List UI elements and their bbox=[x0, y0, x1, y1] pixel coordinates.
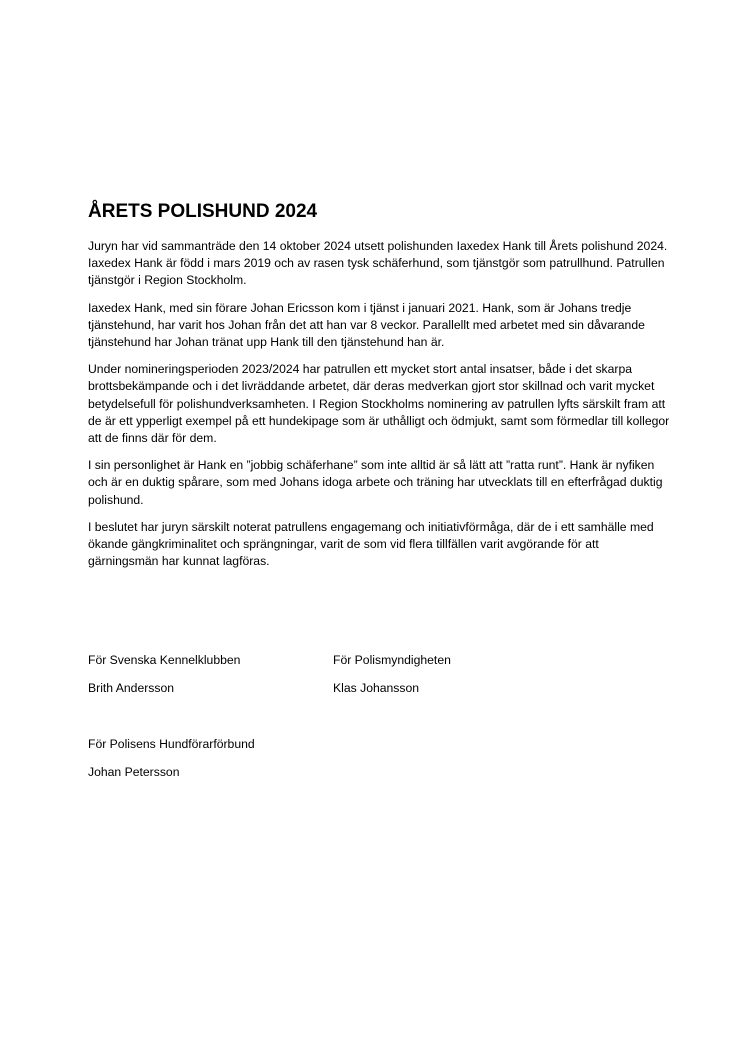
document-title: ÅRETS POLISHUND 2024 bbox=[88, 201, 318, 222]
signature-block-hundforarforbund bbox=[88, 736, 333, 781]
document-body bbox=[88, 200, 672, 580]
signature-row bbox=[88, 736, 672, 781]
paragraph-personality: I sin personlighet är Hank en ”jobbig schäferhane” som inte alltid är så lätt att ”ratta runt”. Hank är nyfiken och är en duktig spårare, som med Johans idoga arbete och träning har utvecklats till en efterfrågad duktig polishund. bbox=[88, 458, 663, 507]
signature-row bbox=[88, 652, 672, 697]
signature-name: Brith Andersson bbox=[88, 681, 175, 695]
signature-name: Klas Johansson bbox=[333, 681, 420, 695]
signature-name: Johan Petersson bbox=[88, 765, 180, 779]
paragraph-jury-decision: Juryn har vid sammanträde den 14 oktober 2024 utsett polishunden Iaxedex Hank till Årets polishund 2024. Iaxedex Hank är född i mars 2019 och av rasen tysk schäferhund, som tjänstgör som patrullhund. Patrullen tjänstgör i Region Stockholm. bbox=[88, 239, 668, 288]
signatures-section bbox=[88, 652, 672, 781]
signature-organization: För Polisens Hundförarförbund bbox=[88, 737, 255, 751]
paragraph-handler-history: Iaxedex Hank, med sin förare Johan Ericsson kom i tjänst i januari 2021. Hank, som är Johans tredje tjänstehund, har varit hos Johan från det att han var 8 veckor. Parallellt med arbetet med sin dåvarande tjänstehund har Johan tränat upp Hank till den tjänstehund han är. bbox=[88, 300, 645, 350]
signature-block-polismyndigheten bbox=[333, 652, 578, 697]
paragraph-nomination-period: Under nomineringsperioden 2023/2024 har patrullen ett mycket stort antal insatser, både i det skarpa brottsbekämpande och i det livräddande arbetet, där deras medverkan gjort stor skillnad och varit mycket betydelsefull för polishundverksamheten. I Region Stockholms nominering av patrullen lyfts särskilt fram att de är ett ypperligt exempel på ett hundekipage som är uthålligt och ödmjukt, samt som förmedlar till kollegor att de finns där för dem. bbox=[88, 362, 670, 446]
signature-block-kennelklubben bbox=[88, 652, 333, 697]
signature-organization: För Svenska Kennelklubben bbox=[88, 653, 241, 667]
signature-organization: För Polismyndigheten bbox=[333, 653, 451, 667]
paragraph-jury-notes: I beslutet har juryn särskilt noterat patrullens engagemang och initiativförmåga, där de i ett samhälle med ökande gängkriminalitet och sprängningar, varit de som vid flera tillfällen varit avgörande för att gärningsmän har kunnat lagföras. bbox=[88, 519, 654, 569]
